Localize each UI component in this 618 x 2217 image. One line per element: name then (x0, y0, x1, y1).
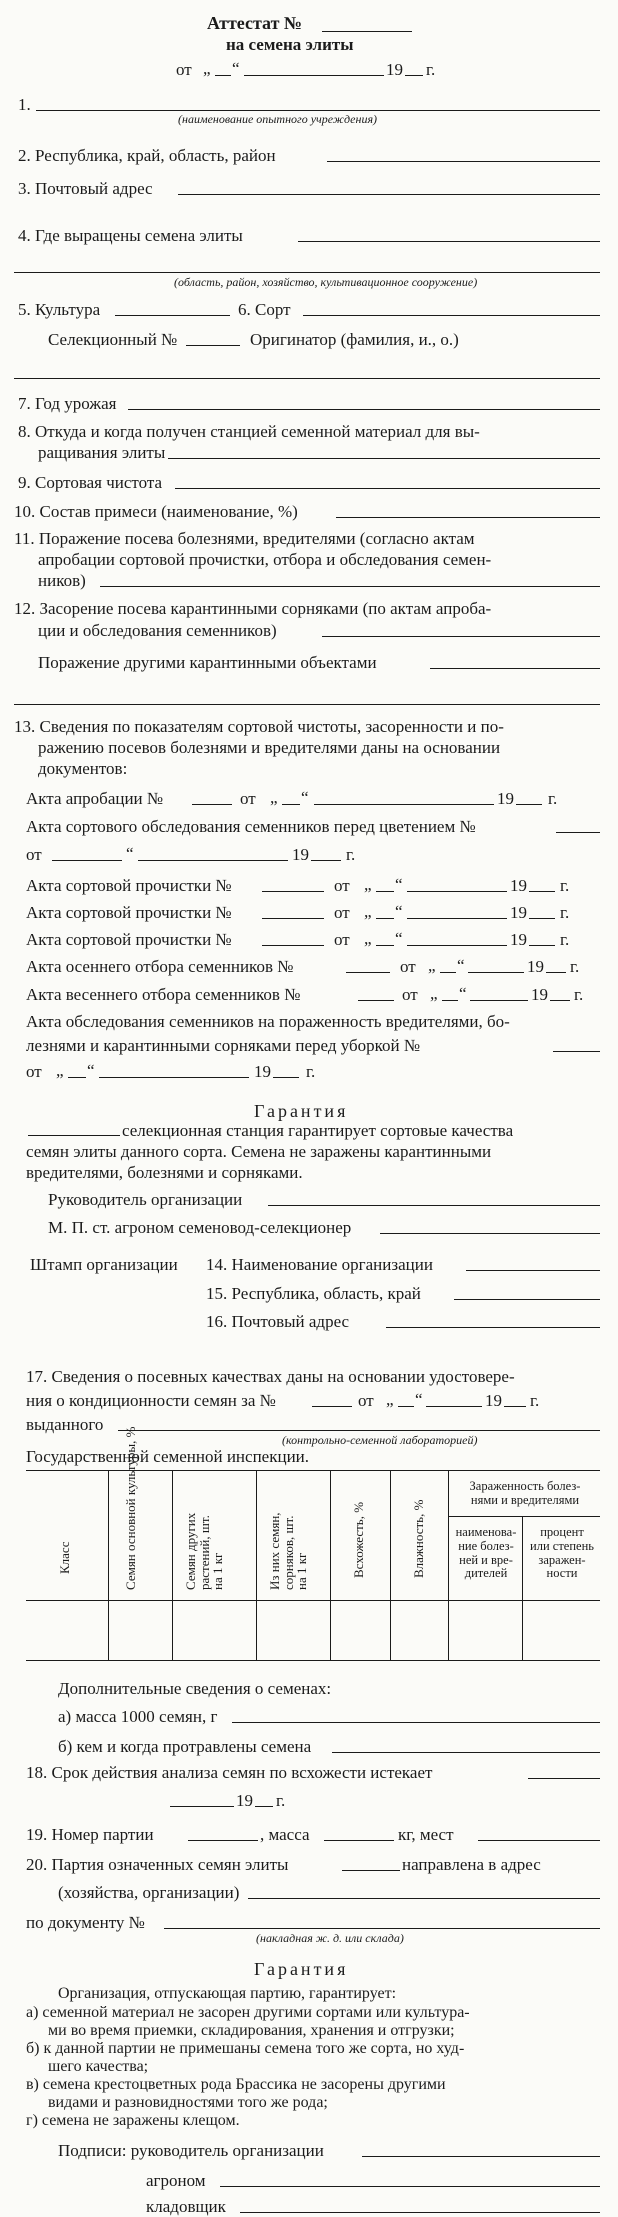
field-17-month-line[interactable] (426, 1406, 482, 1407)
field-1-caption: (наименование опытного учреждения) (178, 112, 378, 126)
field-19-mass-line[interactable] (324, 1840, 394, 1841)
field-3-line[interactable] (178, 194, 600, 195)
field-17-q-open: „ (386, 1390, 394, 1409)
act-spring-year-suffix: г. (574, 985, 584, 1004)
act-approbation-label: Акта апробации № (26, 789, 164, 808)
guarantee-2-intro: Организация, отпускающая партию, гарантирует: (58, 1985, 397, 2002)
storekeeper-label: кладовщик (146, 2197, 226, 2216)
table-col-main: Семян основной культуры, % (123, 1426, 138, 1590)
act-autumn-label: Акта осеннего отбора семенников № (26, 957, 294, 976)
field-9-line[interactable] (175, 488, 600, 489)
act-approbation-number-line[interactable] (192, 804, 232, 805)
act-cleaning-3-month-line[interactable] (407, 945, 507, 946)
act-survey-label: Акта сортового обследования семенников перед цветением № (26, 817, 476, 836)
guarantee-2-b-line2: шего качества; (48, 2058, 149, 2075)
act-cleaning-1-year: 19 (510, 876, 527, 895)
field-20-label: 20. Партия означенных семян элиты (26, 1855, 289, 1874)
act-cleaning-1-label: Акта сортовой прочистки № (26, 876, 232, 895)
act-cleaning-1-number-line[interactable] (262, 891, 324, 892)
field-18-year: 19 (236, 1791, 253, 1810)
field-11-line3: ников) (38, 571, 86, 590)
table-col-class: Класс (57, 1541, 72, 1574)
act-cleaning-1-month-line[interactable] (407, 891, 507, 892)
extra-title: Дополнительные сведения о семенах: (58, 1679, 332, 1698)
act-cleaning-2-q-open: „ (364, 902, 372, 921)
field-19-batch-line[interactable] (188, 1840, 258, 1841)
agronomist-sign-line[interactable] (220, 2186, 600, 2187)
guarantee-2-a-line1: а) семенной материал не засорен другими сортами или культура- (26, 2004, 470, 2021)
field-16-line[interactable] (386, 1327, 600, 1328)
act-cleaning-2-year-suffix: г. (560, 903, 570, 922)
date-day-line[interactable] (215, 75, 231, 76)
field-17-line1: 17. Сведения о посевных качествах даны на основании удостовере- (26, 1367, 515, 1386)
act-autumn-q-close: “ (457, 956, 465, 975)
field-4-label: 4. Где выращены семена элиты (18, 226, 243, 245)
table-group-header: Зараженность болез- нями и вредителями (469, 1479, 581, 1507)
date-month-line[interactable] (244, 75, 384, 76)
guarantee-2-heading: Гарантия (254, 1959, 349, 1979)
table-col-sep-6 (448, 1470, 449, 1660)
field-14-label: 14. Наименование организации (206, 1255, 433, 1274)
field-7-label: 7. Год урожая (18, 394, 117, 413)
table-bottom-border (26, 1660, 600, 1661)
field-6-line[interactable] (303, 315, 600, 316)
act-autumn-year-suffix: г. (570, 957, 580, 976)
act-cleaning-2-month-line[interactable] (407, 918, 507, 919)
act-cleaning-2-day-line[interactable] (376, 918, 394, 919)
act-cleaning-3-from: от (334, 930, 350, 949)
agronomist-label: агроном (146, 2171, 206, 2190)
act-survey-year-line[interactable] (311, 860, 341, 861)
table-col-other: Семян других растений, шт. на 1 кг (183, 1512, 226, 1590)
act-survey-number-line[interactable] (556, 832, 600, 833)
field-20-org-label: (хозяйства, организации) (58, 1883, 240, 1902)
table-col-sep-4 (330, 1470, 331, 1660)
act-pest-from: от (26, 1062, 42, 1081)
field-8-line1: 8. Откуда и когда получен станцией семенной материал для вы- (18, 422, 480, 441)
field-3-label: 3. Почтовый адрес (18, 179, 153, 198)
act-spring-day-line[interactable] (442, 1000, 458, 1001)
act-spring-q-close: “ (459, 984, 467, 1003)
act-approbation-q-open: „ (270, 788, 278, 807)
act-approbation-year: 19 (497, 789, 514, 808)
field-18-label: 18. Срок действия анализа семян по всхожести истекает (26, 1763, 433, 1782)
certificate-subtitle: на семена элиты (226, 35, 354, 54)
act-cleaning-3-number-line[interactable] (262, 945, 324, 946)
field-2-label: 2. Республика, край, область, район (18, 146, 276, 165)
act-approbation-year-suffix: г. (548, 789, 558, 808)
act-autumn-q-open: „ (428, 956, 436, 975)
field-13-line1: 13. Сведения по показателям сортовой чистоты, засоренности и по- (14, 717, 504, 736)
date-quote-open: „ (203, 59, 211, 78)
extra-b-label: б) кем и когда протравлены семена (58, 1737, 312, 1756)
document-label: по документу № (26, 1913, 145, 1932)
act-approbation-day-line[interactable] (282, 804, 300, 805)
guarantee-2-a-line2: ми во время приемки, складирования, хранения и отгрузки; (48, 2022, 455, 2039)
date-year: 19 (386, 60, 403, 79)
act-cleaning-3-q-open: „ (364, 929, 372, 948)
date-prefix: от (176, 60, 192, 79)
act-survey-day-line[interactable] (52, 860, 122, 861)
field-9-label: 9. Сортовая чистота (18, 473, 163, 492)
field-17-year-line[interactable] (504, 1406, 526, 1407)
storekeeper-sign-line[interactable] (240, 2212, 600, 2213)
guarantee-heading: Гарантия (254, 1101, 349, 1121)
field-12-line2: ции и обследования семенников) (38, 621, 277, 640)
act-autumn-from: от (400, 957, 416, 976)
table-sub-disease-name: наименова- ние болез- ней и вре- дителей (455, 1525, 517, 1581)
table-col-sep-1 (108, 1470, 109, 1660)
act-spring-number-line[interactable] (358, 1000, 394, 1001)
table-col-germination: Всхожесть, % (351, 1501, 366, 1578)
field-1-number: 1. (18, 95, 31, 114)
act-spring-label: Акта весеннего отбора семенников № (26, 985, 301, 1004)
act-pest-q-close: “ (87, 1061, 95, 1080)
act-autumn-number-line[interactable] (346, 972, 390, 973)
act-pest-day-line[interactable] (68, 1077, 86, 1078)
extra-a-label: а) масса 1000 семян, г (58, 1707, 218, 1726)
extra-a-line[interactable] (232, 1722, 600, 1723)
act-cleaning-3-year: 19 (510, 930, 527, 949)
field-8-line2: ращивания элиты (38, 443, 166, 462)
field-7-line[interactable] (128, 409, 600, 410)
field-19-label: 19. Номер партии (26, 1825, 154, 1844)
field-10-label: 10. Состав примеси (наименование, %) (14, 502, 298, 521)
act-survey-year-suffix: г. (346, 845, 356, 864)
act-survey-year: 19 (292, 845, 309, 864)
act-cleaning-1-from: от (334, 876, 350, 895)
act-approbation-month-line[interactable] (314, 804, 494, 805)
field-12-line3: Поражение другими карантинными объектами (38, 653, 377, 672)
agronomist-signature-line[interactable] (380, 1233, 600, 1234)
act-pest-month-line[interactable] (99, 1077, 249, 1078)
originator-line[interactable] (14, 378, 600, 379)
field-17-day-line[interactable] (398, 1406, 414, 1407)
table-col-weeds: Из них семян, сорняков, шт. на 1 кг (267, 1512, 310, 1590)
document-caption: (накладная ж. д. или склада) (256, 1931, 404, 1945)
field-2-line[interactable] (327, 161, 600, 162)
certificate-title: Аттестат № (207, 13, 303, 33)
field-19-places-label: кг, мест (398, 1825, 454, 1844)
org-stamp-label: Штамп организации (30, 1255, 178, 1274)
breeding-number-label: Селекционный № (48, 330, 178, 349)
act-cleaning-3-q-close: “ (395, 929, 403, 948)
field-15-label: 15. Республика, область, край (206, 1284, 421, 1303)
field-11-line[interactable] (100, 586, 600, 587)
act-cleaning-1-year-suffix: г. (560, 876, 570, 895)
guarantee-2-c-line1: в) семена крестоцветных рода Брассика не засорены другими (26, 2076, 446, 2093)
field-18-date-line[interactable] (170, 1806, 234, 1807)
field-20-address-label: направлена в адрес (402, 1855, 541, 1874)
act-cleaning-2-label: Акта сортовой прочистки № (26, 903, 232, 922)
field-6-label: 6. Сорт (238, 300, 291, 319)
act-pest-line1: Акта обследования семенников на пораженность вредителями, бо- (26, 1012, 510, 1031)
field-20-line[interactable] (342, 1870, 400, 1871)
act-survey-q-close: “ (126, 844, 134, 863)
table-col-sep-2 (172, 1470, 173, 1660)
field-17-issued-line[interactable] (118, 1430, 600, 1431)
field-10-line[interactable] (336, 517, 600, 518)
field-5-line[interactable] (115, 315, 230, 316)
act-pest-q-open: „ (56, 1061, 64, 1080)
act-approbation-q-close: “ (301, 788, 309, 807)
act-cleaning-3-year-suffix: г. (560, 930, 570, 949)
act-spring-month-line[interactable] (470, 1000, 528, 1001)
act-cleaning-2-year: 19 (510, 903, 527, 922)
act-pest-year-line[interactable] (273, 1077, 299, 1078)
guarantee-2-d: г) семена не заражены клещом. (26, 2112, 240, 2129)
certificate-number-line[interactable] (322, 31, 412, 32)
guarantee-station-line[interactable] (28, 1135, 120, 1136)
act-pest-line2: лезнями и карантинными сорняками перед уборкой № (26, 1036, 421, 1055)
guarantee-line1: селекционная станция гарантирует сортовые качества (122, 1121, 514, 1140)
field-4-caption: (область, район, хозяйство, культивационное сооружение) (174, 275, 478, 289)
field-16-label: 16. Почтовый адрес (206, 1312, 350, 1331)
field-11-line1: 11. Поражение посева болезнями, вредителями (согласно актам (14, 529, 475, 548)
extra-b-line[interactable] (332, 1752, 600, 1753)
table-col-sep-7 (522, 1516, 523, 1660)
table-col-moisture: Влажность, % (411, 1499, 426, 1578)
field-4-line[interactable] (298, 241, 600, 242)
act-approbation-year-line[interactable] (516, 804, 542, 805)
act-autumn-month-line[interactable] (468, 972, 524, 973)
field-12-line1: 12. Засорение посева карантинными сорняками (по актам апроба- (14, 599, 492, 618)
act-cleaning-1-q-close: “ (395, 875, 403, 894)
field-18-year-suffix: г. (276, 1791, 286, 1810)
guarantee-2-c-line2: видами и разновидностями того же рода; (48, 2094, 328, 2111)
date-year-line[interactable] (405, 75, 423, 76)
head-org-signature-line[interactable] (268, 1205, 600, 1206)
act-cleaning-2-year-line[interactable] (529, 918, 555, 919)
act-cleaning-1-year-line[interactable] (529, 891, 555, 892)
field-17-line4: Государственной семенной инспекции. (26, 1447, 310, 1466)
act-cleaning-3-year-line[interactable] (529, 945, 555, 946)
act-approbation-from: от (240, 789, 256, 808)
field-19-places-line[interactable] (478, 1840, 600, 1841)
table-sub-infection-pct: процент или степень заражен- ности (530, 1525, 594, 1581)
act-survey-from: от (26, 845, 42, 864)
field-12-line[interactable] (322, 636, 600, 637)
document-line[interactable] (164, 1928, 600, 1929)
field-20-org-line[interactable] (248, 1898, 600, 1899)
act-cleaning-2-number-line[interactable] (262, 918, 324, 919)
act-spring-year: 19 (531, 985, 548, 1004)
field-5-label: 5. Культура (18, 300, 101, 319)
field-17-caption: (контрольно-семенной лабораторией) (282, 1433, 478, 1447)
field-12-line-3[interactable] (14, 704, 600, 705)
table-subheader-border (448, 1516, 600, 1517)
act-cleaning-3-label: Акта сортовой прочистки № (26, 930, 232, 949)
signatures-label: Подписи: руководитель организации (58, 2141, 324, 2160)
table-top-border (26, 1470, 600, 1471)
field-1-line[interactable] (36, 110, 600, 111)
field-18-line[interactable] (528, 1778, 600, 1779)
field-17-q-close: “ (415, 1390, 423, 1409)
field-15-line[interactable] (454, 1299, 600, 1300)
breeding-number-line[interactable] (186, 345, 240, 346)
field-17-year: 19 (485, 1391, 502, 1410)
act-spring-from: от (402, 985, 418, 1004)
field-17-number-line[interactable] (312, 1406, 352, 1407)
field-13-line2: ражению посевов болезнями и вредителями даны на основании (38, 738, 501, 757)
table-header-bottom-border (26, 1600, 600, 1601)
originator-label: Оригинатор (фамилия, и., о.) (250, 330, 459, 349)
field-13-line3: документов: (38, 759, 128, 778)
act-pest-number-line[interactable] (553, 1051, 600, 1052)
field-8-line[interactable] (168, 458, 600, 459)
field-17-line2: ния о кондиционности семян за № (26, 1391, 276, 1410)
head-org-label: Руководитель организации (48, 1190, 243, 1209)
field-17-line3: выданного (26, 1415, 104, 1434)
guarantee-line2: семян элиты данного сорта. Семена не заражены карантинными (26, 1142, 492, 1161)
act-autumn-year-line[interactable] (546, 972, 566, 973)
field-17-from: от (358, 1391, 374, 1410)
guarantee-2-b-line1: б) к данной партии не примешаны семена того же сорта, но худ- (26, 2040, 465, 2057)
field-14-line[interactable] (466, 1270, 600, 1271)
act-cleaning-2-q-close: “ (395, 902, 403, 921)
field-18-year-line[interactable] (255, 1806, 273, 1807)
act-autumn-year: 19 (527, 957, 544, 976)
act-cleaning-1-q-open: „ (364, 875, 372, 894)
act-spring-q-open: „ (430, 984, 438, 1003)
head-signature-line[interactable] (362, 2156, 600, 2157)
field-11-line2: апробации сортовой прочистки, отбора и обследования семен- (38, 550, 492, 569)
date-quote-close: “ (232, 59, 240, 78)
stamp-agronomist-label: М. П. ст. агроном семеновод-селекционер (48, 1218, 352, 1237)
act-survey-month-line[interactable] (138, 860, 288, 861)
guarantee-line3: вредителями, болезнями и сорняками. (26, 1163, 303, 1182)
field-19-mass-label: , масса (260, 1825, 310, 1844)
field-12-line-2[interactable] (430, 668, 600, 669)
field-4-line-2[interactable] (14, 272, 600, 273)
act-pest-year-suffix: г. (306, 1062, 316, 1081)
table-col-sep-3 (256, 1470, 257, 1660)
date-year-suffix: г. (426, 60, 436, 79)
act-cleaning-3-day-line[interactable] (376, 945, 394, 946)
act-pest-year: 19 (254, 1062, 271, 1081)
act-cleaning-2-from: от (334, 903, 350, 922)
act-autumn-day-line[interactable] (440, 972, 456, 973)
act-cleaning-1-day-line[interactable] (376, 891, 394, 892)
table-col-sep-5 (390, 1470, 391, 1660)
field-17-year-suffix: г. (530, 1391, 540, 1410)
act-spring-year-line[interactable] (550, 1000, 570, 1001)
